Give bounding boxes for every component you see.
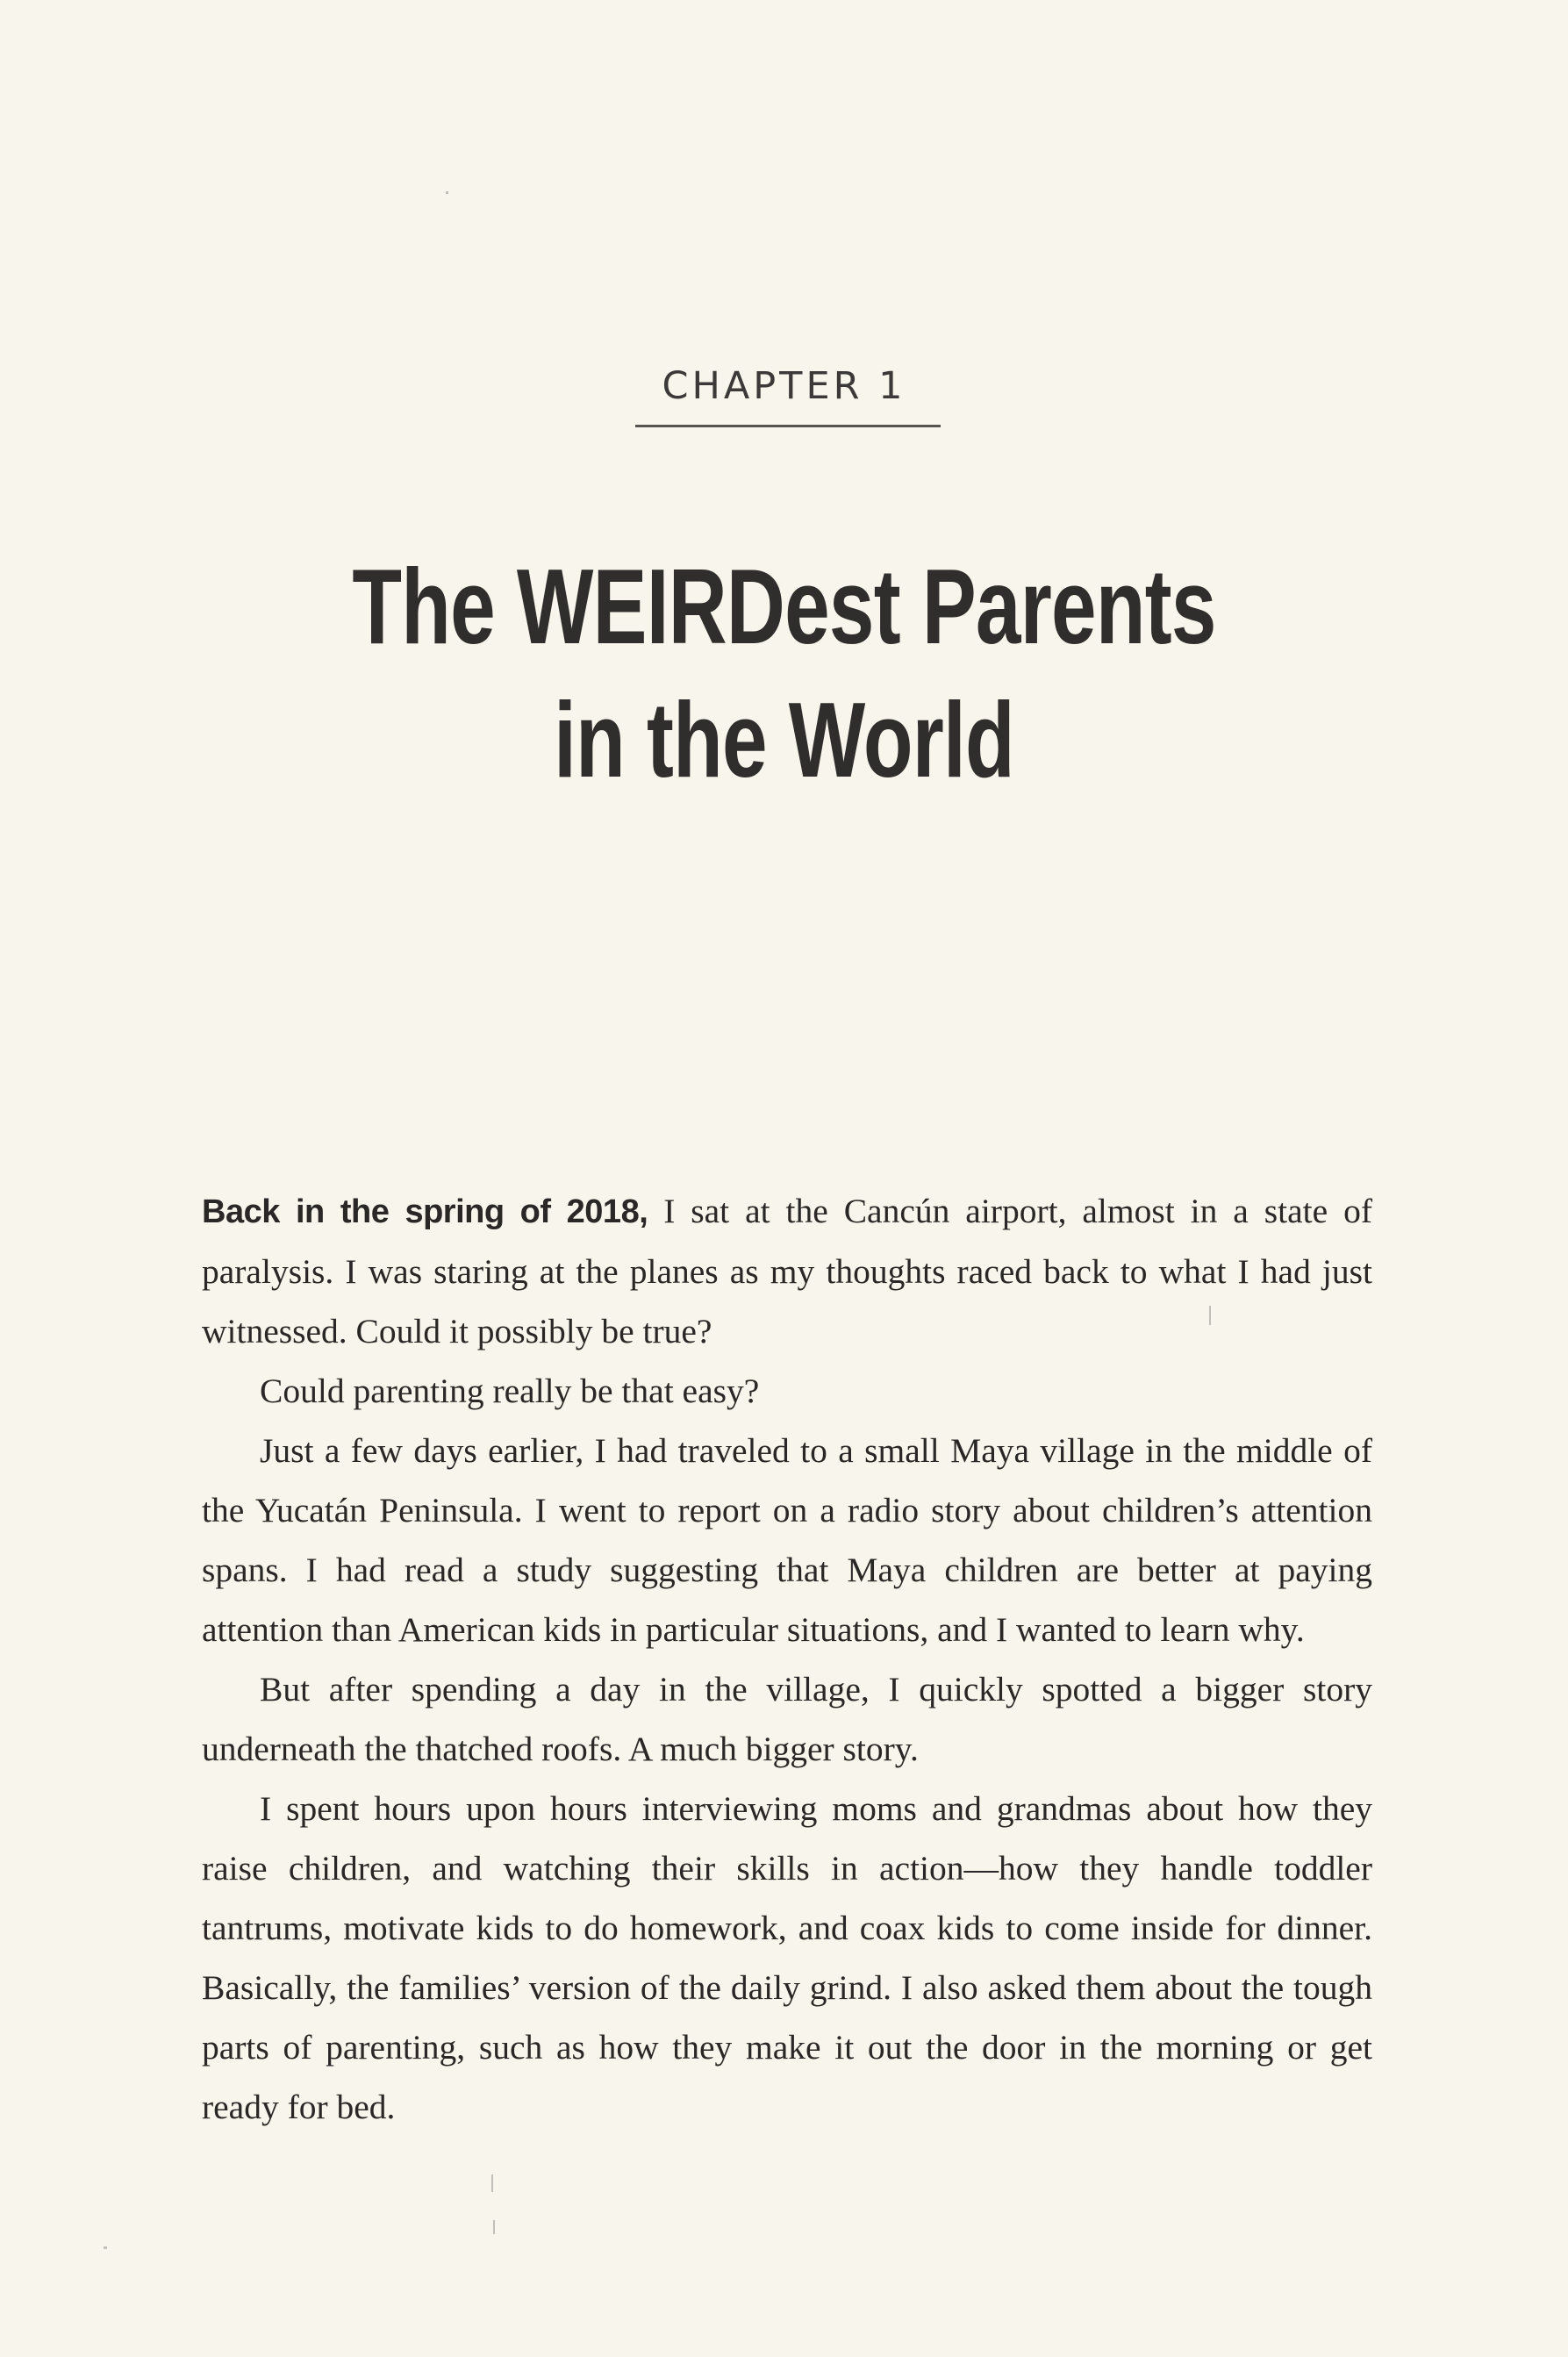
body-text — [202, 1181, 1372, 2137]
chapter-title-line-1: The WEIRDest Parents — [352, 547, 1216, 666]
paragraph-3: Just a few days earlier, I had traveled to a small Maya village in the middle of the Yucatán Peninsula. I went to report on a radio story about children’s attention spans. I had read a study suggesting that Maya children are better at paying attention than American kids in particular situations, and I wanted to learn why. — [202, 1431, 1372, 1649]
scan-speck — [493, 2220, 495, 2234]
paragraph-5: I spent hours upon hours interviewing moms and grandmas about how they raise children, and watching their skills in action—how they handle toddler tantrums, motivate kids to do homework, and coax kids to come inside for dinner. Basically, the families’ version of the daily grind. I also asked them about the tough parts of parenting, such as how they make it out the door in the morning or get ready for bed. — [202, 1789, 1372, 2126]
scan-speck — [104, 2246, 107, 2249]
chapter-title-line-2: in the World — [554, 680, 1014, 799]
paragraph-1 — [202, 1181, 1372, 1361]
chapter-label: CHAPTER 1 — [662, 364, 906, 408]
paragraph-2: Could parenting really be that easy? — [260, 1372, 760, 1410]
chapter-rule — [635, 425, 941, 427]
paragraph-4: But after spending a day in the village, I quickly spotted a bigger story underneath the thatched roofs. A much bigger story. — [202, 1670, 1372, 1768]
scan-speck — [446, 191, 448, 194]
scan-speck — [1209, 1306, 1211, 1325]
scan-speck — [491, 2174, 493, 2192]
paragraph-1-text: I sat at the Cancún airport, almost in a state of paralysis. I was staring at the planes as my thoughts raced back to what I had just witnessed. Could it possibly be true? — [202, 1192, 1372, 1350]
chapter-title — [188, 540, 1379, 806]
lead-in: Back in the spring of 2018, — [202, 1193, 648, 1230]
